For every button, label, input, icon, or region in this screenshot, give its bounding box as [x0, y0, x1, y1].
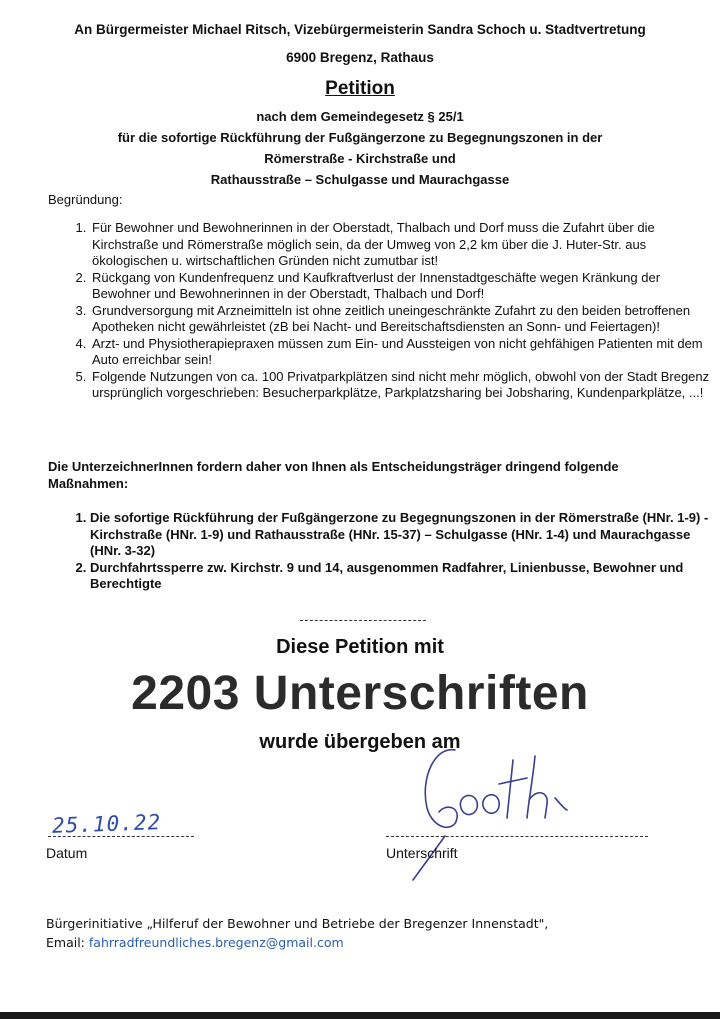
demands-intro: Die UnterzeichnerInnen fordern daher von Ihnen als Entscheidungsträger dringend folgende Maßnahmen: — [48, 459, 619, 491]
signature-dotted-line — [386, 836, 648, 837]
document-title: Petition — [325, 78, 395, 99]
subtitle-line: für die sofortige Rückführung der Fußgängerzone zu Begegnungszonen in der — [117, 130, 603, 145]
demand-item: 1. Die sofortige Rückführung der Fußgängerzone zu Begegnungszonen in der Römerstraße (HNr. 1-9) - Kirchstraße (HNr. 1-9) und Rathausstraße (HNr. 15-37) – Schulgasse (HNr. 1-4) und Maurachgasse (HNr. 3-32) — [90, 510, 710, 560]
demands-list — [70, 510, 710, 593]
address-line: 6900 Bregenz, Rathaus — [286, 50, 434, 65]
signature-label: Unterschrift — [386, 845, 458, 861]
reason-item: 1. Für Bewohner und Bewohnerinnen in der Oberstadt, Thalbach und Dorf muss die Zufahrt über die Kirchstraße und Römerstraße möglich sein, da der Umweg von 2,2 km über die J. Huter-Str. aus ökologischen u. wirtschaftlichen Gründen nicht zumutbar ist! — [90, 220, 710, 270]
email-label: Email: — [46, 935, 85, 950]
footer — [46, 914, 548, 952]
handwritten-date: 25.10.22 — [51, 810, 162, 838]
handover-line-1: Diese Petition mit — [276, 636, 444, 658]
addressee-line: An Bürgermeister Michael Ritsch, Vizebürgermeisterin Sandra Schoch u. Stadtvertretung — [74, 22, 646, 37]
reason-item: 4. Arzt- und Physiotherapiepraxen müssen zum Ein- und Aussteigen von nicht gehfähigen Patienten mit dem Auto erreichbar sein! — [90, 336, 710, 369]
section-divider — [300, 620, 426, 621]
reason-item: 2. Rückgang von Kundenfrequenz und Kaufkraftverlust der Innenstadtgeschäfte wegen Kränkung der Bewohner und Bewohnerinnen in der Oberstadt, Thalbach und Dorf! — [90, 270, 710, 303]
subtitle-line: Rathausstraße – Schulgasse und Maurachgasse — [210, 172, 510, 187]
reason-item: 3. Grundversorgung mit Arzneimitteln ist ohne zeitlich uneingeschränkte Zufahrt zu den beiden betroffenen Apotheken nicht gewährleistet (zB bei Nacht- und Bereitschaftsdiensten an Sonn- und Feiertagen)! — [90, 303, 710, 336]
demand-item: 2. Durchfahrtssperre zw. Kirchstr. 9 und 14, ausgenommen Radfahrer, Linienbusse, Bewohner und Berechtigte — [90, 560, 710, 593]
bottom-edge-bar — [0, 1012, 720, 1019]
document-subtitle — [0, 106, 720, 190]
reasons-list — [70, 220, 710, 402]
subtitle-line: nach dem Gemeindegesetz § 25/1 — [256, 109, 464, 124]
date-dotted-line — [48, 836, 194, 837]
date-label: Datum — [46, 845, 88, 861]
initiative-name: Bürgerinitiative „Hilferuf der Bewohner und Betriebe der Bregenzer Innenstadt", — [46, 916, 549, 931]
reason-item: 5. Folgende Nutzungen von ca. 100 Privatparkplätzen sind nicht mehr möglich, obwohl von der Stadt Bregenz ursprünglich vorgeschrieben: Besucherparkplätze, Parkplatzsharing bei Jobsharing, Kundenparkplätze, ...! — [90, 369, 710, 402]
handover-line-3: wurde übergeben am — [259, 731, 461, 753]
email-line — [46, 933, 548, 952]
signature-count-headline: 2203 Unterschriften — [131, 667, 589, 720]
subtitle-line: Römerstraße - Kirchstraße und — [264, 151, 456, 166]
handwritten-signature — [395, 738, 585, 883]
reasons-heading: Begründung: — [48, 192, 123, 207]
email-link[interactable]: fahrradfreundliches.bregenz@gmail.com — [88, 935, 344, 950]
